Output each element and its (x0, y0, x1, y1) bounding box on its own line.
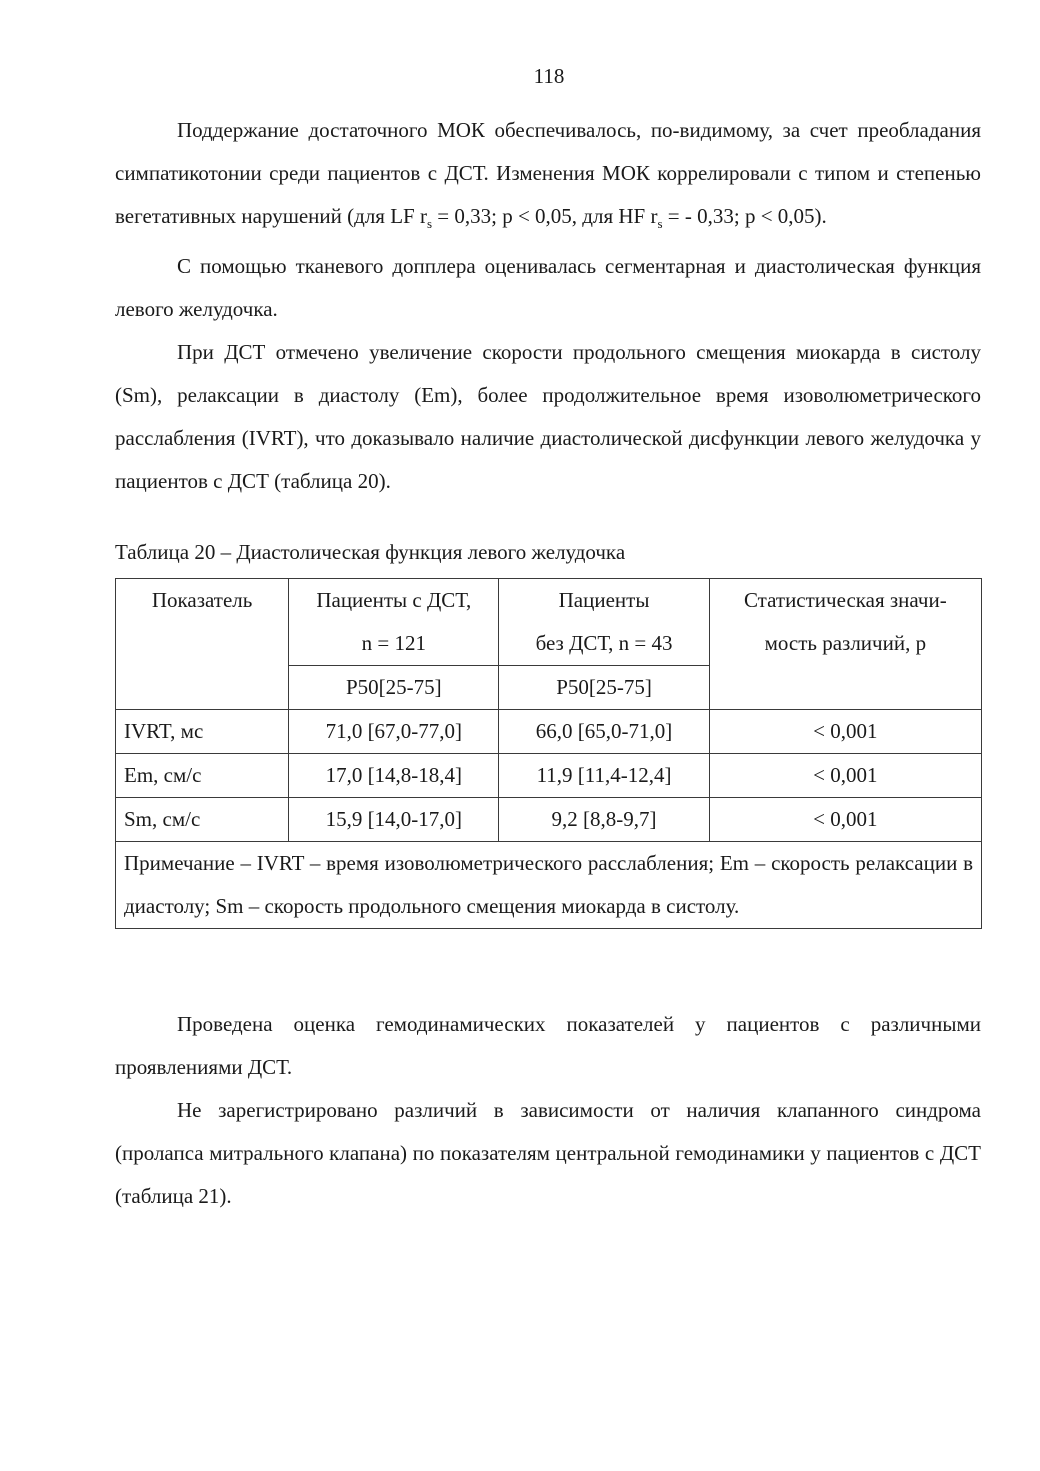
header-significance-line1: Статистическая значи- (743, 588, 947, 612)
header-group-dst-line2: n = 121 (361, 631, 426, 655)
row-p-value: < 0,001 (709, 710, 981, 754)
row-value-dst: 17,0 [14,8-18,4] (289, 754, 499, 798)
table-caption: Таблица 20 – Диастолическая функция левого желудочка (115, 540, 626, 564)
row-value-dst: 71,0 [67,0-77,0] (289, 710, 499, 754)
row-p-value: < 0,001 (709, 798, 981, 842)
header-indicator (116, 579, 289, 710)
row-value-no-dst: 9,2 [8,8-9,7] (499, 798, 709, 842)
subscript: s (426, 216, 433, 232)
header-group-no-dst-line2: без ДСТ, n = 43 (535, 631, 673, 655)
paragraph: Поддержание достаточного МОК обеспечивалось, по-видимому, за счет преобладания симпатикотонии среди пациентов с ДСТ. Изменения МОК коррелировали с типом и степенью вегетативных нарушений (для LF $r_s = 0,33$; p < 0,05, для HF $r_s$ = - 0,33; p < 0,05). (115, 118, 981, 232)
header-group-no-dst-line1: Пациенты (558, 588, 650, 612)
row-indicator: Em, см/с (116, 754, 289, 798)
header-significance-line2: мость различий, р (764, 631, 927, 655)
body-text-top (115, 109, 981, 503)
page-number: 118 (533, 64, 565, 88)
row-indicator: IVRT, мс (116, 710, 289, 754)
table-row (116, 710, 982, 754)
header-significance (709, 579, 981, 710)
header-group-no-dst (499, 579, 709, 666)
table-note: Примечание – IVRT – время изоволюметрического расслабления; Em – скорость релаксации в диастолу; Sm – скорость продольного смещения миокарда в систолу. (116, 842, 982, 929)
header-group-dst-line1: Пациенты с ДСТ, (316, 588, 472, 612)
body-text-bottom (115, 1003, 981, 1218)
table-row (116, 798, 982, 842)
paragraph: Проведена оценка гемодинамических показателей у пациентов с различными проявлениями ДСТ. (115, 1012, 981, 1079)
row-p-value: < 0,001 (709, 754, 981, 798)
row-value-no-dst: 11,9 [11,4-12,4] (499, 754, 709, 798)
subheader-dst: P50[25-75] (289, 666, 499, 710)
table-row (116, 754, 982, 798)
header-group-dst (289, 579, 499, 666)
row-value-dst: 15,9 [14,0-17,0] (289, 798, 499, 842)
header-indicator-label: Показатель (151, 588, 253, 612)
diastolic-function-table (115, 578, 982, 929)
row-value-no-dst: 66,0 [65,0-71,0] (499, 710, 709, 754)
row-indicator: Sm, см/с (116, 798, 289, 842)
paragraph: При ДСТ отмечено увеличение скорости продольного смещения миокарда в систолу (Sm), релаксации в диастолу (Em), более продолжительное время изоволюметрического расслабления (IVRT), что доказывало наличие диастолической дисфункции левого желудочка у пациентов с ДСТ (таблица 20). (115, 340, 981, 494)
paragraph: Не зарегистрировано различий в зависимости от наличия клапанного синдрома (пролапса митрального клапана) по показателям центральной гемодинамики у пациентов с ДСТ (таблица 21). (115, 1098, 981, 1208)
subscript: s (657, 216, 663, 232)
paragraph: С помощью тканевого допплера оценивалась сегментарная и диастолическая функция левого желудочка. (115, 254, 981, 322)
subheader-no-dst: P50[25-75] (499, 666, 709, 710)
